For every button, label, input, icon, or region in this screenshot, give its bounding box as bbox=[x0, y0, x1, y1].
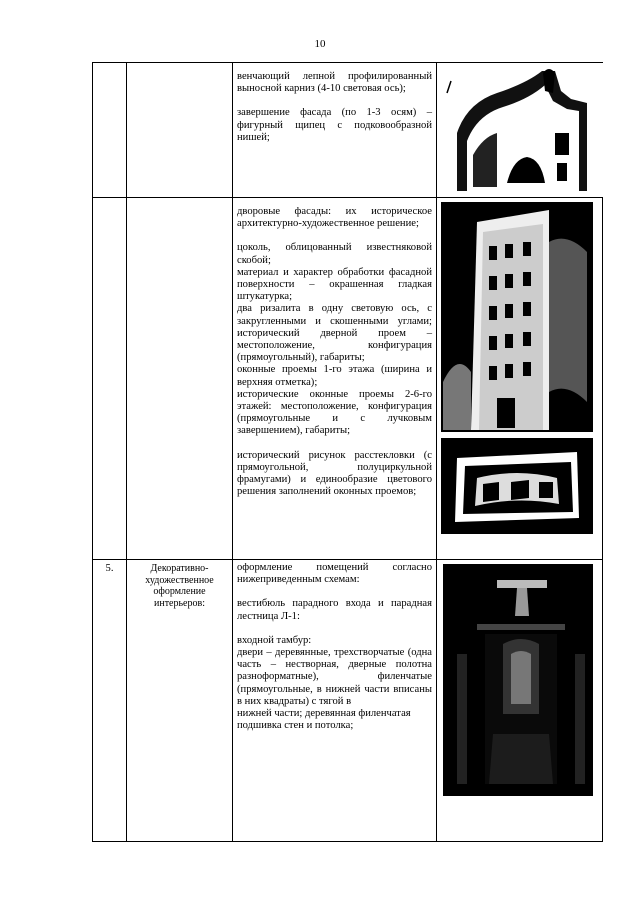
text-paragraph: два ризалита в одну световую ось, с закругленными и скошенными углами; исторический дверной проем –местоположение, конфигурация (прямоугольный), габариты; bbox=[237, 303, 432, 364]
text-paragraph: венчающий лепной профилированный выносной карниз (4-10 световая ось); bbox=[237, 71, 432, 95]
text-paragraph: подшивка стен и потолка; bbox=[237, 720, 354, 732]
text-paragraph: оконные проемы 1-го этажа (ширина и верхняя отметка); bbox=[237, 364, 432, 388]
text-paragraph: исторические оконные проемы 2-6-го этажей: местоположение, конфигурация (прямоугольные и с лучковым завершением), габариты; bbox=[237, 388, 432, 437]
text-paragraph: вестибюль парадного входа и парадная лестница Л-1: bbox=[237, 598, 432, 622]
row-text-cell bbox=[233, 198, 437, 560]
facade-gable-photo bbox=[437, 63, 603, 197]
row-heading-cell: Декоративно-художественное оформление интерьеров: bbox=[127, 560, 233, 842]
row-heading-cell bbox=[127, 198, 233, 560]
page-number: 10 bbox=[314, 38, 326, 50]
courtyard-facade-photo bbox=[437, 202, 603, 434]
text-paragraph: дворовые фасады: их историческое архитектурно-художественное решение; bbox=[237, 206, 432, 230]
text-paragraph: исторический рисунок расстекловки (с прямоугольной, полуциркульной фрамугами) и единообразие цветового решения заполнений оконных проемов; bbox=[237, 449, 432, 498]
image-cell bbox=[437, 560, 603, 842]
text-paragraph: двери – деревянные, трехстворчатые (одна часть – нестворная, дверные полотна разноформатные), филенчатые (прямоугольные, в нижней части вписаны в них квадраты) с тягой в bbox=[237, 647, 432, 707]
text-paragraph: материал и характер обработки фасадной поверхности – окрашенная гладкая штукатурка; bbox=[237, 266, 432, 303]
image-cell bbox=[437, 63, 603, 198]
row-number-cell bbox=[93, 198, 127, 560]
row-number-cell: 5. bbox=[93, 560, 127, 842]
row-number-cell bbox=[93, 63, 127, 198]
table-row bbox=[93, 198, 603, 560]
row-text-cell bbox=[233, 560, 437, 842]
row-heading-cell bbox=[127, 63, 233, 198]
text-paragraph: входной тамбур: bbox=[237, 634, 312, 646]
text-paragraph: оформление помещений согласно нижеприведенным схемам: bbox=[237, 562, 432, 586]
text-paragraph: завершение фасада (по 1-3 осям) – фигурный щипец с подковообразной нишей; bbox=[237, 107, 432, 143]
heritage-table bbox=[92, 62, 603, 842]
vestibule-interior-photo bbox=[437, 564, 603, 800]
text-paragraph: цоколь, облицованный известняковой скобой; bbox=[237, 242, 432, 266]
table-row bbox=[93, 560, 603, 842]
window-detail-photo bbox=[437, 438, 603, 538]
text-paragraph: нижней части; деревянная филенчатая bbox=[237, 708, 411, 720]
row-text-cell bbox=[233, 63, 437, 198]
table-row bbox=[93, 63, 603, 198]
image-cell bbox=[437, 198, 603, 560]
